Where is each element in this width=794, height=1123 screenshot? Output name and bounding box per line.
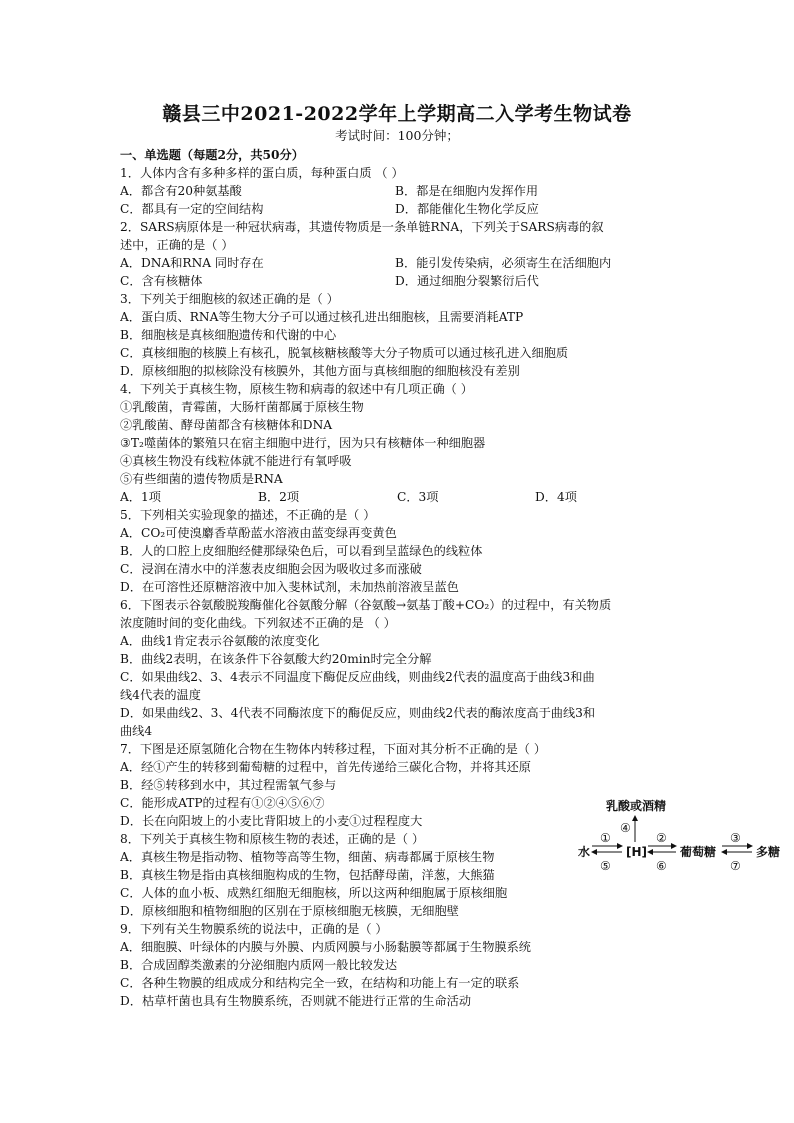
q4-option-b: B．2项 (258, 490, 300, 504)
q5-option-a: A．CO₂可使溴麝香草酚蓝水溶液由蓝变绿再变黄色 (120, 526, 397, 540)
step-6-label: ⑥ (656, 859, 667, 873)
q8-option-b: B．真核生物是指由真核细胞构成的生物，包括酵母菌，洋葱，大熊猫 (120, 868, 495, 882)
q1-option-d: D．都能催化生物化学反应 (395, 202, 539, 216)
q4-stem: 4．下列关于真核生物，原核生物和病毒的叙述中有几项正确（ ） (120, 382, 473, 396)
step-4-label: ④ (620, 821, 631, 835)
q4-options (120, 488, 680, 506)
step-2-label: ② (656, 831, 667, 845)
q6-option-c-line2: 线4代表的温度 (120, 688, 201, 702)
q2-option-d: D．通过细胞分裂繁衍后代 (395, 274, 539, 288)
exam-time: 考试时间：100分钟； (335, 128, 459, 143)
q9-option-a: A．细胞膜、叶绿体的内膜与外膜、内质网膜与小肠黏膜等都属于生物膜系统 (120, 940, 531, 954)
q9-option-d: D．枯草杆菌也具有生物膜系统，否则就不能进行正常的生命活动 (120, 994, 472, 1008)
hydrogen-transfer-diagram (572, 796, 792, 880)
q2-option-c: C．含有核糖体 (120, 274, 203, 288)
q6-stem-line2: 浓度随时间的变化曲线。下列叙述不正确的是 （ ） (120, 616, 396, 630)
q2-stem-line1: 2．SARS病原体是一种冠状病毒，其遗传物质是一条单链RNA，下列关于SARS病毒的叙 (120, 220, 604, 234)
step-3-label: ③ (730, 831, 741, 845)
q4-item-2: ②乳酸菌、酵母菌都含有核糖体和DNA (120, 418, 333, 432)
q6-option-d-line2: 曲线4 (120, 724, 153, 738)
q6-option-c-line1: C．如果曲线2、3、4表示不同温度下酶促反应曲线，则曲线2代表的温度高于曲线3和曲 (120, 670, 595, 684)
q6-option-d-line1: D．如果曲线2、3、4代表不同酶浓度下的酶促反应，则曲线2代表的酶浓度高于曲线3和 (120, 706, 596, 720)
q7-option-a: A．经①产生的转移到葡萄糖的过程中，首先传递给三碳化合物，并将其还原 (120, 760, 531, 774)
step-5-label: ⑤ (600, 859, 611, 873)
label-glucose: 葡萄糖 (680, 845, 717, 859)
label-water: 水 (578, 845, 591, 859)
q3-stem: 3．下列关于细胞核的叙述正确的是（ ） (120, 292, 339, 306)
q5-stem: 5．下列相关实验现象的描述，不正确的是（ ） (120, 508, 376, 522)
q7-option-c: C．能形成ATP的过程有①②④⑤⑥⑦ (120, 796, 325, 810)
q1-option-a: A．都含有20种氨基酸 (120, 184, 242, 198)
q3-option-a: A．蛋白质、RNA等生物大分子可以通过核孔进出细胞核，且需要消耗ATP (120, 310, 524, 324)
q4-item-3: ③T₂噬菌体的繁殖只在宿主细胞中进行，因为只有核糖体一种细胞器 (120, 436, 486, 450)
q6-stem-line1: 6．下图表示谷氨酸脱羧酶催化谷氨酸分解（谷氨酸→氨基丁酸+CO₂）的过程中，有关物质 (120, 598, 612, 612)
label-lactic-acid-or-ethanol: 乳酸或酒精 (606, 799, 667, 813)
q5-option-d: D．在可溶性还原糖溶液中加入斐林试剂，未加热前溶液呈蓝色 (120, 580, 459, 594)
label-polysaccharide: 多糖 (756, 845, 781, 859)
q2-options-row1 (120, 254, 680, 272)
q2-option-b: B．能引发传染病，必须寄生在活细胞内 (395, 256, 612, 270)
q8-stem: 8．下列关于真核生物和原核生物的表述，正确的是（ ） (120, 832, 425, 846)
q9-option-c: C．各种生物膜的组成成分和结构完全一致，在结构和功能上有一定的联系 (120, 976, 520, 990)
q4-option-a: A．1项 (120, 490, 161, 504)
q8-option-d: D．原核细胞和植物细胞的区别在于原核细胞无核膜，无细胞壁 (120, 904, 459, 918)
q4-item-5: ⑤有些细菌的遗传物质是RNA (120, 472, 283, 486)
q1-stem: 1．人体内含有多种多样的蛋白质，每种蛋白质 （ ） (120, 166, 404, 180)
q2-option-a: A．DNA和RNA 同时存在 (120, 256, 264, 270)
q8-option-c: C．人体的血小板、成熟红细胞无细胞核，所以这两种细胞属于原核细胞 (120, 886, 508, 900)
q1-options-row1 (120, 182, 680, 200)
q1-options-row2 (120, 200, 680, 218)
q4-item-1: ①乳酸菌，青霉菌，大肠杆菌都属于原核生物 (120, 400, 364, 414)
label-h: [H] (626, 845, 648, 859)
q7-option-b: B．经⑤转移到水中，其过程需氧气参与 (120, 778, 337, 792)
q6-option-a: A．曲线1肯定表示谷氨酸的浓度变化 (120, 634, 320, 648)
q7-option-d: D．长在向阳坡上的小麦比背阳坡上的小麦①过程程度大 (120, 814, 423, 828)
step-7-label: ⑦ (730, 859, 741, 873)
section-heading: 一、单选题（每题2分，共50分） (120, 148, 304, 162)
q4-option-d: D．4项 (535, 490, 577, 504)
q1-option-c: C．都具有一定的空间结构 (120, 202, 264, 216)
q5-option-c: C．浸润在清水中的洋葱表皮细胞会因为吸收过多而涨破 (120, 562, 422, 576)
q7-stem: 7．下图是还原氢随化合物在生物体内转移过程，下面对其分析不正确的是（ ） (120, 742, 547, 756)
q2-stem-line2: 述中，正确的是（ ） (120, 238, 234, 252)
q4-item-4: ④真核生物没有线粒体就不能进行有氧呼吸 (120, 454, 352, 468)
exam-title: 赣县三中2021-2022学年上学期高二入学考生物试卷 (162, 103, 632, 125)
q5-option-b: B．人的口腔上皮细胞经健那绿染色后，可以看到呈蓝绿色的线粒体 (120, 544, 483, 558)
q6-option-b: B．曲线2表明，在该条件下谷氨酸大约20min时完全分解 (120, 652, 432, 666)
q2-options-row2 (120, 272, 680, 290)
q9-stem: 9．下列有关生物膜系统的说法中，正确的是（ ） (120, 922, 388, 936)
q4-option-c: C．3项 (397, 490, 439, 504)
step-1-label: ① (600, 831, 611, 845)
q1-option-b: B．都是在细胞内发挥作用 (395, 184, 539, 198)
q3-option-b: B．细胞核是真核细胞遗传和代谢的中心 (120, 328, 337, 342)
q8-option-a: A．真核生物是指动物、植物等高等生物，细菌、病毒都属于原核生物 (120, 850, 495, 864)
q3-option-d: D．原核细胞的拟核除没有核膜外，其他方面与真核细胞的细胞核没有差别 (120, 364, 520, 378)
q9-option-b: B．合成固醇类激素的分泌细胞内质网一般比较发达 (120, 958, 398, 972)
q3-option-c: C．真核细胞的核膜上有核孔，脱氧核糖核酸等大分子物质可以通过核孔进入细胞质 (120, 346, 569, 360)
